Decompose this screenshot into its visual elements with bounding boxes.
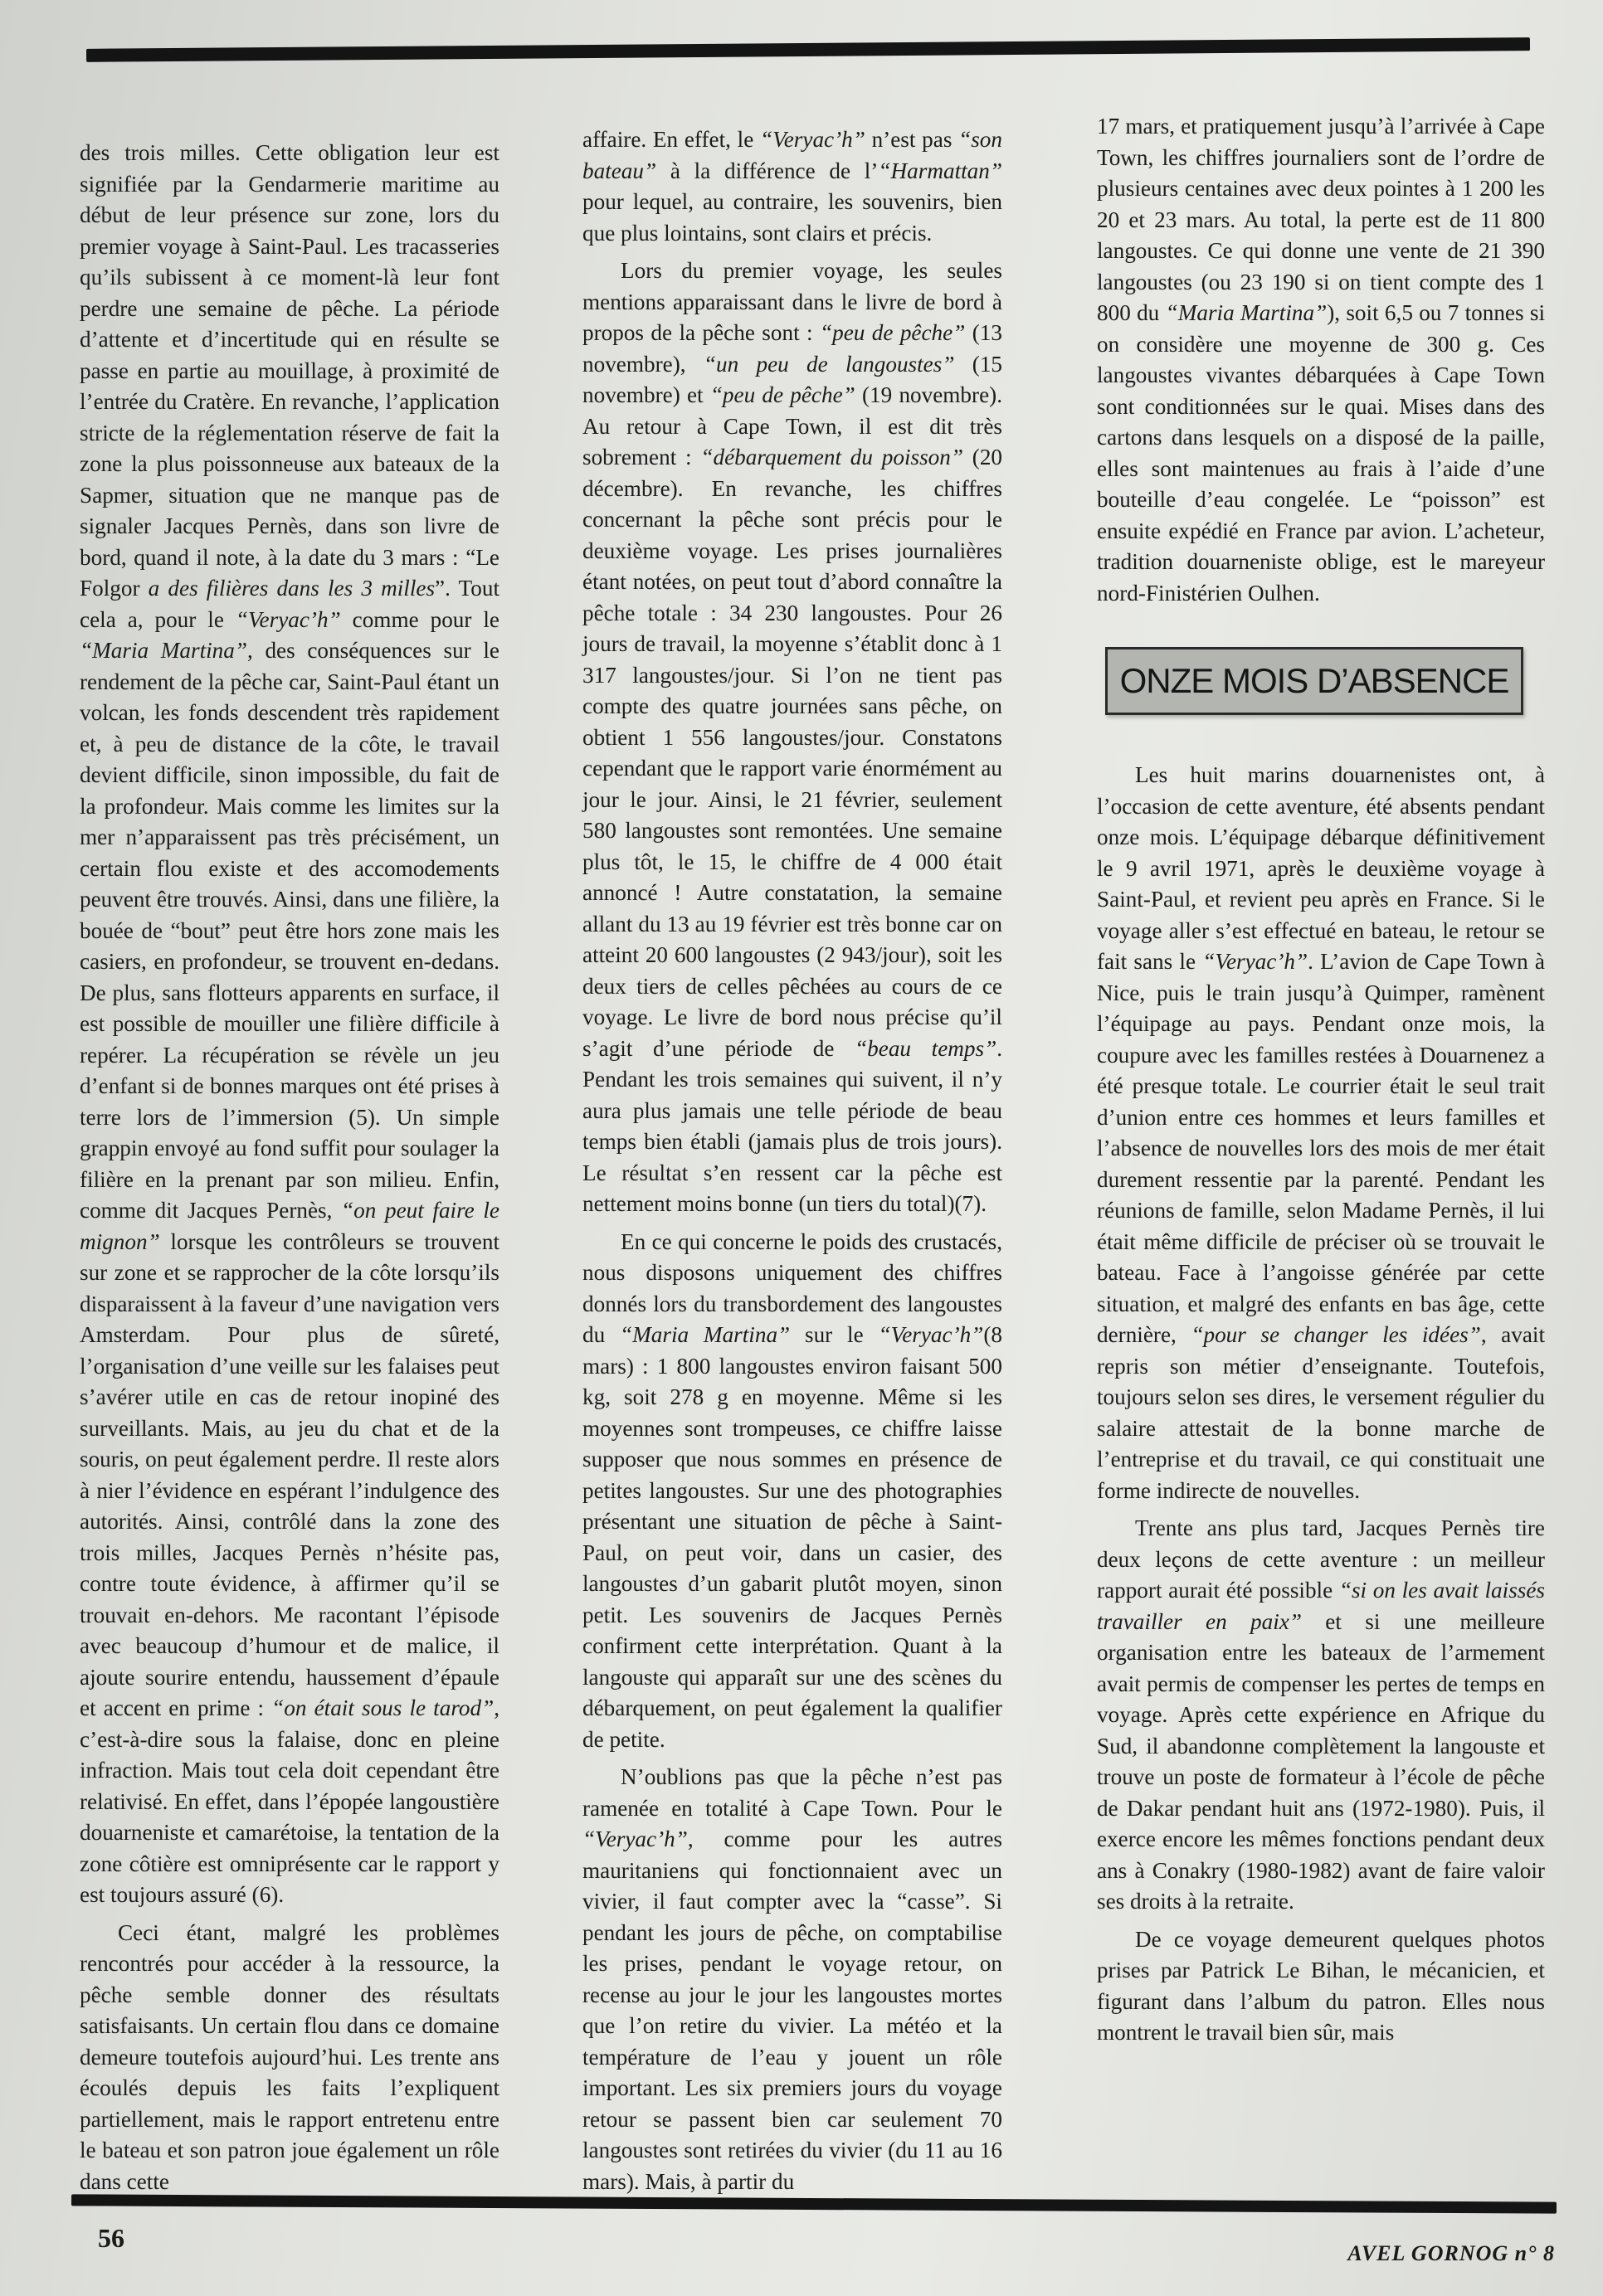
- italic-quote: “Veryac’h”: [1202, 949, 1308, 974]
- italic-quote: “peu de pêche”: [709, 382, 855, 407]
- text-run: et si une meilleure organisation entre les bateaux de l’armement avait permis de compenser les pertes de temps en voyage. Après cette expérience en Afrique du Sud, il abandonne complètement la langouste et trouve un poste de formateur à l’école de pêche de Dakar pendant huit ans (1972-1980). Puis, il exerce encore les mêmes fonctions pendant deux ans à Conakry (1980-1982) avant de faire valoir ses droits à la retraite.: [1097, 1608, 1545, 1914]
- italic-quote: “Maria Martina”: [1165, 300, 1328, 325]
- text-run: , des conséquences sur le rendement de la pêche car, Saint-Paul étant un volcan, les fonds descendent très rapidement et, à peu de distance de la côte, le travail devient difficile, sinon impossible, du fait de la profondeur. Mais comme les limites sur la mer n’apparaissent pas très précisément, un certain flou existe et des accomodements peuvent être trouvés. Ainsi, dans une filière, la bouée de “bout” peut être hors zone mais les casiers, en profondeur, se trouvent en-dedans. De plus, sans flotteurs apparents en surface, il est possible de mouiller une filière difficile à repérer. La récupération se révèle un jeu d’enfant si de bonnes marques ont été prises à terre lors de l’immersion (5). Un simple grappin envoyé au fond suffit pour soulager la filière en la prenant par son milieu. Enfin, comme dit Jacques Pernès,: [80, 638, 500, 1223]
- col2-paragraph-4: [582, 1762, 1002, 2197]
- text-run: N’oublions pas que la pêche n’est pas ramenée en totalité à Cape Town. Pour le: [582, 1764, 1002, 1821]
- italic-quote: “beau temps”: [855, 1035, 997, 1061]
- text-run: affaire. En effet, le: [582, 127, 761, 152]
- text-run: , avait repris son métier d’enseignante. Toutefois, toujours selon ses dires, le versement régulier du salaire attestait de la bonne marche de l’entreprise et du travail, ce qui constituait une forme indirecte de nouvelles.: [1097, 1322, 1545, 1503]
- col3-paragraph-3: [1097, 1513, 1545, 1918]
- text-run: (8 mars) : 1 800 langoustes environ faisant 500 kg, soit 278 g en moyenne. Même si les moyennes sont trompeuses, ce chiffre laisse supposer que nous sommes en présence de petites langoustes. Sur une des photographies présentant une situation de pêche à Saint-Paul, on peut voir, dans un casier, des langoustes d’un gabarit plutôt moyen, sinon petit. Les souvenirs de Jacques Pernès confirment cette interprétation. Quant à la langouste qui apparaît sur une des scènes du débarquement, on peut également la qualifier de petite.: [582, 1322, 1003, 1752]
- text-run: à la différence de l’: [656, 158, 879, 183]
- italic-quote: “Veryac’h”: [235, 606, 341, 632]
- italic-quote: “peu de pêche”: [819, 320, 966, 345]
- col1-paragraph-1: [80, 138, 499, 1911]
- italic-quote: “Veryac’h”: [582, 1827, 688, 1851]
- top-rule: [86, 37, 1530, 62]
- italic-quote: “si on les avait laissés travailler en paix”: [1097, 1578, 1545, 1634]
- text-run: De ce voyage demeurent quelques photos prises par Patrick Le Bihan, le mécanicien, et figurant dans l’album du patron. Elles nous montrent le travail bien sûr, mais: [1097, 1926, 1545, 2045]
- col3-paragraph-4: [1097, 1924, 1545, 2049]
- section-heading: ONZE MOIS D’ABSENCE: [1105, 647, 1523, 715]
- text-run: des trois milles. Cette obligation leur est signifiée par la Gendarmerie maritime au début de leur présence sur zone, lors du premier voyage à Saint-Paul. Les tracasseries qu’ils subissent à ce moment-là leur font perdre une semaine de pêche. La période d’attente et d’incertitude qui en résulte se passe en partie au mouillage, à proximité de l’entrée du Cratère. En revanche, l’application stricte de la réglementation réserve de fait la zone la plus poissonneuse aux bateaux de la Sapmer, situation que ne manque pas de signaler Jacques Pernès, dans son livre de bord, quand il note, à la date du 3 mars : “Le Folgor: [80, 140, 499, 601]
- column-1: [80, 138, 499, 2204]
- text-run: , c’est-à-dire sous la falaise, donc en pleine infraction. Mais tout cela doit cependant être relativisé. En effet, dans l’épopée langoustière douarneniste et camarétoise, la tentation de la zone côtière est omniprésente car le rapport y est toujours assuré (6).: [80, 1695, 499, 1907]
- text-run: . L’avion de Cape Town à Nice, puis le train jusqu’à Quimper, ramènent l’équipage au pays. Pendant onze mois, la coupure avec les familles restées à Douarnenez a été presque totale. Le courrier était le seul trait d’union entre ces hommes et leurs familles et l’absence de nouvelles lors des mois de mer était durement ressentie par la parenté. Pendant les réunions de famille, selon Madame Pernès, il lui était même difficile de préciser où se trouvait le bateau. Face à l’angoisse générée par cette situation, et malgré des enfants en bas âge, cette dernière,: [1097, 949, 1546, 1347]
- italic-quote: “Maria Martina”: [620, 1322, 791, 1347]
- text-run: 17 mars, et pratiquement jusqu’à l’arrivée à Cape Town, les chiffres journaliers sont de l’ordre de plusieurs centaines avec deux pointes à 1 200 les 20 et 23 mars. Au total, la perte est de 11 800 langoustes. Ce qui donne une vente de 21 390 langoustes (ou 23 190 si on tient compte des 1 800 du: [1097, 114, 1545, 325]
- italic-quote: “Harmattan”: [878, 158, 1002, 183]
- text-run: . Pendant les trois semaines qui suivent, il n’y aura plus jamais une telle période de beau temps bien établi (jamais plus de trois jours). Le résultat s’en ressent car la pêche est nettement moins bonne (un tiers du total)(7).: [582, 1035, 1002, 1216]
- text-run: Trente ans plus tard, Jacques Pernès tire deux leçons de cette aventure : un meilleur rapport aurait été possible: [1097, 1515, 1545, 1603]
- text-run: (15 novembre) et: [582, 351, 1003, 407]
- text-run: (20 décembre). En revanche, les chiffres concernant la pêche sont précis pour le deuxième voyage. Les prises journalières étant notées, on peut tout d’abord connaître la pêche totale : 34 230 langoustes. Pour 26 jours de travail, la moyenne s’établit donc à 1 317 langoustes/jour. Si l’on ne tient pas compte des quatre journées sans pêche, on obtient 1 556 langoustes/jour. Constatons cependant que le rapport varie énormément au jour le jour. Ainsi, le 21 février, seulement 580 langoustes sont remontées. Une semaine plus tôt, le 15, le chiffre de 4 000 était annoncé ! Autre constatation, la semaine allant du 13 au 19 février est très bonne car on atteint 20 600 langoustes (2 943/jour), soit les deux tiers de celles pêchées au cours de ce voyage. Le livre de bord nous précise qu’il s’agit d’une période de: [582, 445, 1003, 1061]
- text-run: Ceci étant, malgré les problèmes rencontrés pour accéder à la ressource, la pêche semble donner des résultats satisfaisants. Un certain flou dans ce domaine demeure toutefois aujourd’hui. Les trente ans écoulés depuis les faits l’expliquent partiellement, mais le rapport entretenu entre le bateau et son patron joue également un rôle dans cette: [80, 1919, 499, 2194]
- col2-paragraph-3: [582, 1227, 1002, 1756]
- text-run: comme pour le: [340, 606, 500, 632]
- text-run: ), soit 6,5 ou 7 tonnes si on considère une moyenne de 300 g. Ces langoustes vivantes débarquées à Cape Town sont conditionnées sur le quai. Mises dans des cartons dans lesquels on a disposé de la paille, elles sont maintenues au frais à l’aide d’une bouteille d’eau congelée. Le “poisson” est ensuite expédié en France par avion. L’acheteur, tradition douarneniste oblige, est le mareyeur nord-Finistérien Oulhen.: [1097, 300, 1546, 606]
- italic-quote: “son bateau”: [582, 127, 1002, 183]
- text-run: Les huit marins douarnenistes ont, à l’occasion de cette aventure, été absents pendant onze mois. L’équipage débarque définitivement le 9 avril 1971, après le deuxième voyage à Saint-Paul, et revient peu après en France. Si le voyage aller s’est effectué en bateau, le retour se fait sans le: [1097, 762, 1545, 974]
- column-3: [1097, 111, 1545, 2055]
- italic-quote: “débarquement du poisson”: [700, 445, 963, 469]
- italic-quote: “Maria Martina”: [80, 638, 247, 663]
- col3-paragraph-2: [1097, 760, 1545, 1506]
- italic-quote: “un peu de langoustes”: [703, 351, 955, 377]
- text-run: sur le: [790, 1322, 879, 1347]
- text-run: pour lequel, au contraire, les souvenirs, bien que plus lointains, sont clairs et précis.: [582, 189, 1002, 246]
- text-run: , comme pour les autres mauritaniens qui fonctionnaient avec un vivier, il faut compter avec la “casse”. Si pendant les jours de pêche, on comptabilise les prises, pendant le voyage retour, on recense au jour le jour les langoustes mortes que l’on retire du vivier. La météo et la température de l’eau y jouent un rôle important. Les six premiers jours du voyage retour se passent bien car seulement 70 langoustes sont retirées du vivier (du 11 au 16 mars). Mais, à partir du: [582, 1827, 1002, 2194]
- text-run: Lors du premier voyage, les seules mentions apparaissant dans le livre de bord à propos de la pêche sont :: [582, 258, 1002, 345]
- text-run: En ce qui concerne le poids des crustacés, nous disposons uniquement des chiffres donnés lors du transbordement des langoustes du: [582, 1228, 1002, 1347]
- text-run: n’est pas: [865, 127, 959, 152]
- col1-paragraph-2: [80, 1918, 499, 2198]
- italic-quote: “Veryac’h”: [878, 1322, 984, 1347]
- italic-quote: “pour se changer les idées”: [1191, 1322, 1481, 1347]
- italic-quote: “on peut faire le mignon”: [80, 1198, 499, 1254]
- text-run: (19 novembre). Au retour à Cape Town, il est dit très sobrement :: [582, 382, 1002, 469]
- col2-paragraph-1: [582, 124, 1002, 249]
- column-2: [582, 124, 1002, 2204]
- page-number: 56: [98, 2223, 124, 2253]
- journal-name: AVEL GORNOG n° 8: [1347, 2241, 1555, 2265]
- text-run: lorsque les contrôleurs se trouvent sur zone et se rapprocher de la côte lorsqu’ils disparaissent à la faveur d’une navigation vers Amsterdam. Pour plus de sûreté, l’organisation d’une veille sur les falaises peut s’avérer utile en cas de retour inopiné des surveillants. Mais, au jeu du chat et de la souris, on peut également perdre. Il reste alors à nier l’évidence en espérant l’indulgence des autorités. Ainsi, contrôlé dans la zone des trois milles, Jacques Pernès n’hésite pas, contre toute évidence, à affirmer qu’il se trouvait en-dehors. Me racontant l’épisode avec beaucoup d’humour et de malice, il ajoute sourire entendu, haussement d’épaule et accent en prime :: [80, 1228, 499, 1720]
- col3-paragraph-1: [1097, 111, 1545, 609]
- text-run: (13 novembre),: [582, 320, 1002, 377]
- italic-quote: “Veryac’h”: [760, 127, 865, 152]
- italic-quote: a des filières dans les 3 milles: [148, 576, 436, 601]
- text-run: ”. Tout cela a, pour le: [80, 576, 500, 632]
- col2-paragraph-2: [582, 255, 1002, 1220]
- italic-quote: “on était sous le tarod”: [271, 1695, 495, 1720]
